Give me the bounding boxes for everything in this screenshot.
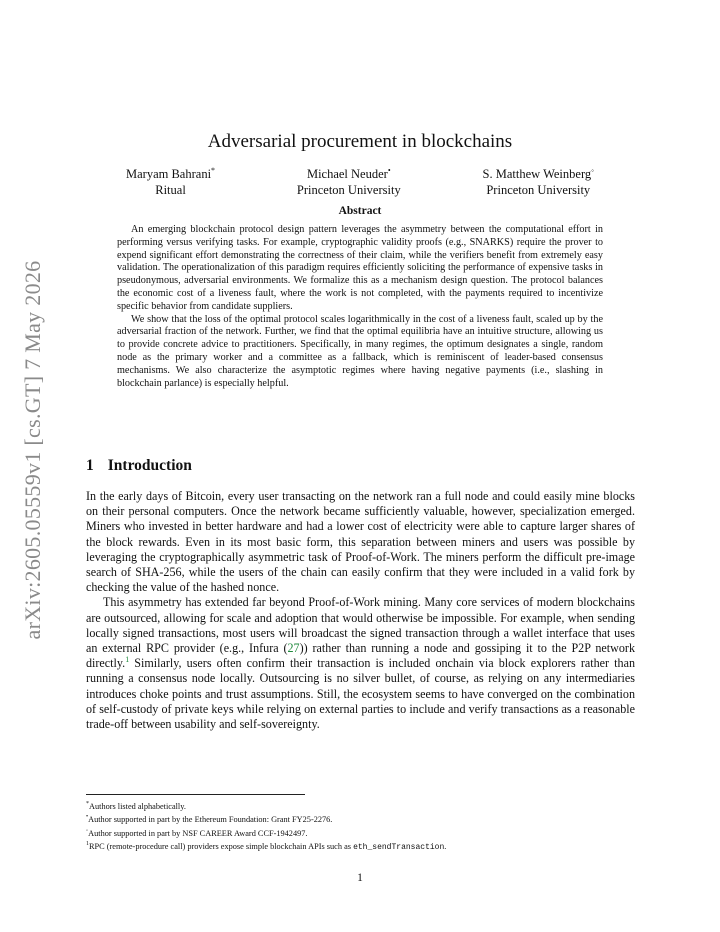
author-2 [291,163,407,198]
section-number: 1 [86,457,94,474]
body-paragraph [86,595,635,732]
footnote-mark: • [86,814,89,821]
body-paragraph: In the early days of Bitcoin, every user transacting on the network ran a full node and could easily mine blocks on their personal computers. Once the network became sufficiently valuable, however, specialization emerged. Miners who invested in better hardware and had a lower cost of electricity were able to capture larger shares of the block rewards. Even in its most basic form, this separation between miners and users was possible by leveraging the cryptographically asymmetric task of Proof-of-Work. The miners perform the difficult pre-image search of SHA-256, while the users of the chain can easily confirm that they were included in a valid fork by checking the value of the hashed nonce. [86,489,635,595]
footnote [86,826,646,839]
author-name: S. Matthew Weinberg [482,167,592,182]
citation-link[interactable]: 27 [287,641,300,656]
paper-title: Adversarial procurement in blockchains [207,131,513,152]
footnote-text: RPC (remote-procedure call) providers expose simple blockchain APIs such as [89,841,354,851]
footnote-mark: ◦ [86,827,89,834]
abstract-paragraph: An emerging blockchain protocol design pattern leverages the asymmetry between the computational effort in performing versus verifying tasks. For example, cryptographic validity proofs (e.g., SNARKS) require the prover to expend significant effort demonstrating the correctness of their claim, while the verifiers benefit from extremely easy validation. The operationalization of this paradigm requires efficiently soliciting the performance of expensive tasks in pseudonymous, adversarial environments. We formalize this as a mechanism design question. The protocol balances the economic cost of a liveness fault, where the work is not completed, with the payments required to incentivize specific behavior from candidate suppliers. [117,224,603,312]
footnote-code: eth_sendTransaction [353,842,445,852]
footnote [86,799,646,812]
footnote-text: . [444,841,447,851]
author-3 [477,163,600,198]
footnote-link[interactable]: 1 [125,655,130,665]
author-affiliation: Princeton University [296,183,401,198]
page-number: 1 [357,872,363,884]
abstract [117,224,603,390]
author-mark: * [211,166,216,175]
author-block [120,163,600,198]
text-run: This asymmetry has extended far beyond Proof-of-Work mining. Many core services of modern blockchains are outsourced, allowing for scale and adoption that would otherwise be impossible. For example, when sending locally signed transactions, most users will broadcast the signed transaction through a wallet interface that uses an external RPC provider (e.g., Infura ( [86,595,635,656]
arxiv-identifier: arXiv:2605.05559v1 [cs.GT] 7 May 2026 [20,260,45,640]
footnotes [86,799,646,853]
author-mark: ◦ [591,166,594,175]
text-run: )) rather than running a node and gossiping it to the P2P network directly. [86,641,636,671]
section-title: Introduction [107,457,192,474]
footnote-text: Author supported in part by the Ethereum Foundation: Grant FY25-2276. [88,815,333,825]
footnote-mark: 1 [86,841,89,848]
author-mark: • [387,166,391,175]
footnote-text: Authors listed alphabetically. [89,801,186,811]
author-name: Maryam Bahrani [126,167,212,182]
footnote-text: Author supported in part by NSF CAREER Award CCF-1942497. [88,828,308,838]
footnote [86,812,646,825]
author-name: Michael Neuder [306,167,388,182]
footnote [86,839,646,853]
author-affiliation: Ritual [155,183,186,198]
footnote-mark: * [86,801,89,807]
abstract-heading: Abstract [338,205,382,217]
body-text [86,489,635,732]
section-heading [86,457,192,475]
arxiv-sidebar-stamp [10,260,56,640]
abstract-paragraph: We show that the loss of the optimal protocol scales logarithmically in the cost of a liveness fault, scaled up by the adversarial fraction of the network. Further, we find that the optimal equilibria have an intuitive structure, allowing us to provide concrete advice to practitioners. Specifically, in many regimes, the optimum designates a single, random node as the primary worker and a committee as a fallback, which is reminiscent of leader-based consensus mechanisms. We also characterize the asymptotic regimes where having negative payments (i.e., slashing in blockchain parlance) is especially helpful. [117,313,603,389]
author-affiliation: Princeton University [486,183,591,198]
author-1 [120,163,221,198]
footnote-rule [86,794,305,795]
text-run: Similarly, users often confirm their transaction is included onchain via block explorers rather than running a consensus node locally. Outsourcing is no silver bullet, of course, as relying on any intermediaries introduces choke points and trust assumptions. Still, the ecosystem seems to have converged on the combination of self-custody of private keys while relying on external parties to include and verify transactions as a reasonable trade-off between usability and self-sovereignty. [86,656,635,732]
